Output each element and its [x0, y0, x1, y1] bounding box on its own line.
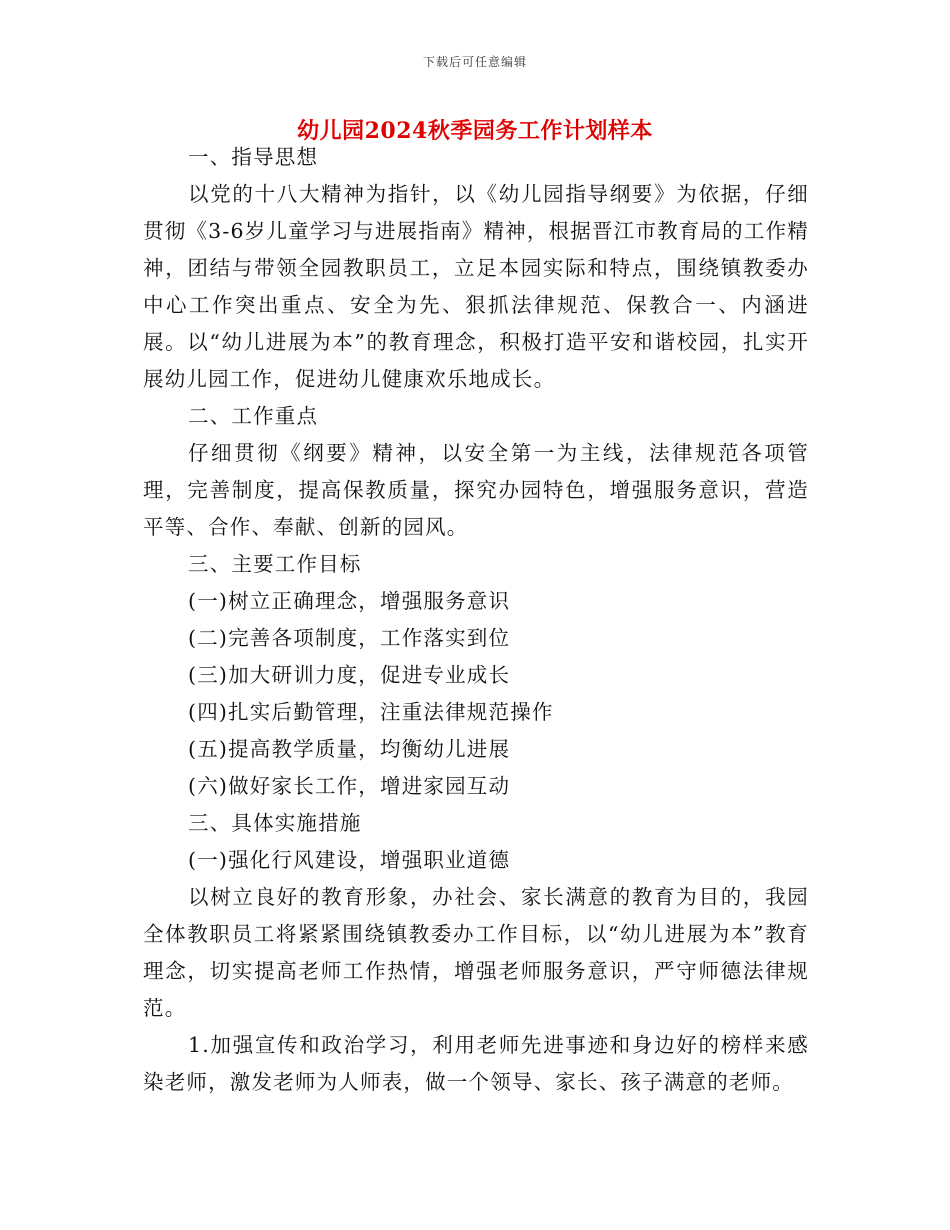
section-heading: 三、主要工作目标: [188, 552, 362, 576]
list-item: (二)完善各项制度，工作落实到位: [188, 626, 511, 650]
document-title: 幼儿园2024秋季园务工作计划样本: [297, 118, 653, 144]
document-body: [143, 139, 809, 1101]
section-heading: 三、具体实施措施: [188, 811, 362, 835]
section-heading: 二、工作重点: [188, 404, 319, 428]
list-item: (一)树立正确理念，增强服务意识: [188, 589, 511, 613]
paragraph: 仔细贯彻《纲要》精神，以安全第一为主线，法律规范各项管理，完善制度，提高保教质量，探究办园特色，增强服务意识，营造平等、合作、奉献、创新的园风。: [143, 441, 809, 539]
list-item: (三)加大研训力度，促进专业成长: [188, 663, 511, 687]
page-header-note: 下载后可任意编辑: [422, 55, 527, 69]
list-item: (五)提高教学质量，均衡幼儿进展: [188, 737, 511, 761]
paragraph: 以党的十八大精神为指针，以《幼儿园指导纲要》为依据，仔细贯彻《3-6岁儿童学习与进展指南》精神，根据晋江市教育局的工作精神，团结与带领全园教职员工，立足本园实际和特点，围绕镇教委办中心工作突出重点、安全为先、狠抓法律规范、保教合一、内涵进展。以“幼儿进展为本”的教育理念，积极打造平安和谐校园，扎实开展幼儿园工作，促进幼儿健康欢乐地成长。: [143, 182, 809, 391]
paragraph: 1.加强宣传和政治学习，利用老师先进事迹和身边好的榜样来感染老师，激发老师为人师表，做一个领导、家长、孩子满意的老师。: [143, 1033, 809, 1094]
section-heading: 一、指导思想: [188, 145, 319, 169]
paragraph: 以树立良好的教育形象，办社会、家长满意的教育为目的，我园全体教职员工将紧紧围绕镇教委办工作目标，以“幼儿进展为本”教育理念，切实提高老师工作热情，增强老师服务意识，严守师德法律规范。: [143, 885, 809, 1020]
list-item: (六)做好家长工作，增进家园互动: [188, 774, 511, 798]
list-item: (四)扎实后勤管理，注重法律规范操作: [188, 700, 554, 724]
subsection-heading: (一)强化行风建设，增强职业道德: [188, 848, 511, 872]
